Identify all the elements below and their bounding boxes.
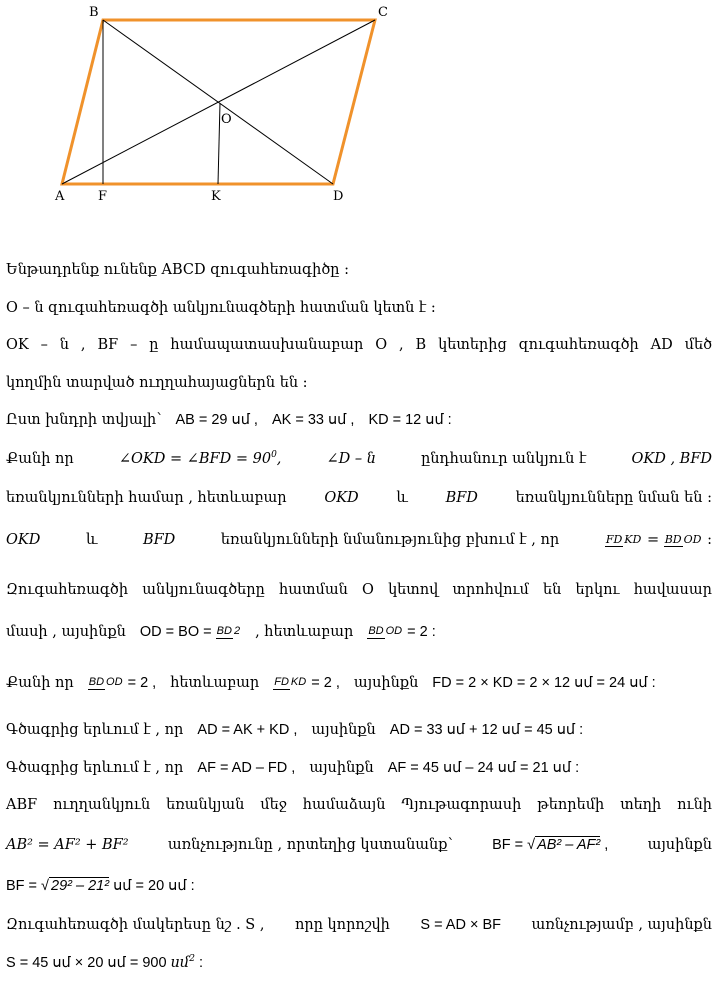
point-label-o: O bbox=[221, 112, 232, 127]
sentence: այսինքն bbox=[353, 675, 419, 691]
denominator: OD bbox=[106, 676, 123, 689]
result: սմ = 20 սմ : bbox=[113, 878, 195, 894]
bd-od-ratio bbox=[367, 624, 435, 640]
ratio-equation bbox=[605, 532, 712, 548]
sentence: եռանկյունների համար , հետևաբար bbox=[6, 490, 287, 506]
sqrt-prefix: BF = √ bbox=[492, 837, 536, 853]
sentence: Ենթադրենք ունենք ABCD զուգահեռագիծը : bbox=[6, 262, 349, 278]
expr: S = 45 սմ × 20 սմ = 900 bbox=[6, 954, 167, 971]
bd-od-ratio bbox=[88, 675, 156, 691]
numerator: BD bbox=[368, 625, 384, 638]
angle-equation bbox=[119, 450, 282, 467]
text-line-11 bbox=[6, 675, 712, 691]
numerator: BD bbox=[88, 676, 105, 689]
angle-d: ∠D – ն bbox=[326, 450, 376, 467]
unit-exponent: 2 bbox=[189, 954, 195, 964]
colon: : bbox=[199, 954, 204, 971]
sentence: Քանի որ bbox=[6, 675, 74, 691]
colon: : bbox=[707, 532, 712, 548]
sentence: մասի , այսինքն bbox=[6, 624, 126, 640]
sentence: այսինքն bbox=[309, 760, 374, 776]
sentence: եռանկյունների նմանությունից բխում է , որ bbox=[220, 532, 560, 548]
fraction-bd-od bbox=[88, 676, 124, 690]
text-line-14 bbox=[6, 797, 712, 813]
sentence: Քանի որ bbox=[6, 450, 74, 467]
fraction-bd-od bbox=[367, 625, 403, 639]
text-line-4 bbox=[6, 375, 712, 391]
given-ab: AB = 29 սմ , bbox=[175, 412, 258, 428]
denominator: KD bbox=[290, 676, 307, 689]
text-line-18 bbox=[6, 954, 712, 971]
conjunction: և bbox=[85, 532, 98, 548]
triangle-bfd: BFD bbox=[445, 490, 478, 506]
expr: AD = AK + KD , bbox=[197, 722, 298, 738]
af-result: AF = 45 սմ – 24 սմ = 21 սմ : bbox=[387, 760, 580, 776]
point-label-k: K bbox=[211, 189, 221, 204]
sentence: Գծագրից երևում է , որ bbox=[6, 722, 184, 738]
sentence: առնչությամբ , այսինքն bbox=[531, 917, 712, 933]
triangles: OKD , BFD bbox=[631, 450, 712, 467]
text-line-3 bbox=[6, 337, 712, 353]
text-line-5 bbox=[6, 412, 712, 428]
expr: = 2 , bbox=[127, 675, 157, 691]
fraction-fd-kd bbox=[605, 533, 643, 547]
unit: սմ bbox=[170, 954, 190, 971]
fraction-bd-od bbox=[664, 533, 703, 547]
sqrt-prefix: BF = √ bbox=[6, 878, 50, 894]
numerator: BD bbox=[216, 625, 232, 638]
perpendicular-ok bbox=[218, 103, 220, 184]
sentence: եռանկյունները նման են : bbox=[515, 490, 712, 506]
fd-kd-ratio bbox=[273, 675, 340, 691]
area-result bbox=[6, 954, 203, 971]
expr: = 2 , bbox=[311, 675, 340, 691]
text-line-6 bbox=[6, 450, 712, 467]
text-line-12 bbox=[6, 722, 712, 738]
fraction-fd-kd bbox=[273, 676, 307, 690]
fraction-bd-2 bbox=[216, 625, 241, 639]
fd-result: FD = 2 × KD = 2 × 12 սմ = 24 սմ : bbox=[432, 675, 656, 691]
text-line-9 bbox=[6, 582, 712, 598]
sentence: առնչությունը , որտեղից կստանանք՝ bbox=[167, 837, 453, 853]
text-line-15 bbox=[6, 836, 712, 853]
sentence: հետևաբար bbox=[170, 675, 260, 691]
denominator: KD bbox=[624, 533, 642, 546]
vertex-label-c: C bbox=[378, 5, 388, 20]
denominator: OD bbox=[683, 533, 702, 546]
vertex-label-a: A bbox=[55, 189, 65, 204]
sentence: , հետևաբար bbox=[255, 624, 354, 640]
sentence: ABF ուղղանկյուն եռանկյան մեջ համաձայն Պյութագորասի թեորեմի տեղի ունի bbox=[6, 797, 712, 813]
radicand: AB² – AF² bbox=[537, 837, 601, 853]
expr: AF = AD – FD , bbox=[197, 760, 296, 776]
radicand: 29² – 21² bbox=[51, 878, 110, 894]
comma: , bbox=[276, 450, 282, 467]
text-line-13 bbox=[6, 760, 712, 776]
denominator: 2 bbox=[233, 625, 241, 638]
point-label-f: F bbox=[98, 189, 108, 204]
sentence: Գծագրից երևում է , որ bbox=[6, 760, 184, 776]
text-line-2 bbox=[6, 300, 712, 316]
comma: , bbox=[604, 837, 609, 853]
bf-formula bbox=[492, 836, 608, 853]
denominator: OD bbox=[385, 625, 403, 638]
angle-expr: ∠OKD = ∠BFD = 90 bbox=[118, 450, 272, 467]
numerator: FD bbox=[274, 676, 289, 689]
triangle-okd: OKD bbox=[324, 490, 359, 506]
vertex-label-d: D bbox=[333, 189, 344, 204]
od-equals-bo bbox=[140, 624, 241, 640]
given-ak: AK = 33 սմ , bbox=[271, 412, 355, 428]
sentence: Զուգահեռագծի մակերեսը նշ . S , bbox=[6, 917, 265, 933]
sentence: ընդհանուր անկյուն է bbox=[421, 450, 587, 467]
text-line-7 bbox=[6, 490, 712, 506]
triangle-okd: OKD bbox=[6, 532, 41, 548]
sentence: կողմին տարված ուղղահայացներն են : bbox=[6, 375, 308, 391]
sentence: այսինքն bbox=[311, 722, 376, 738]
text-line-16 bbox=[6, 877, 712, 894]
degree-sup: 0 bbox=[271, 450, 277, 460]
text-line-8 bbox=[6, 532, 712, 548]
vertex-label-b: B bbox=[89, 5, 99, 20]
sentence: այսինքն bbox=[647, 837, 712, 853]
numerator: FD bbox=[605, 533, 623, 546]
bf-result bbox=[6, 877, 195, 894]
text-line-10 bbox=[6, 624, 712, 640]
triangle-bfd: BFD bbox=[142, 532, 176, 548]
area-formula: S = AD × BF bbox=[420, 917, 501, 933]
sentence: որը կորոշվի bbox=[294, 917, 390, 933]
ad-result: AD = 33 սմ + 12 սմ = 45 սմ : bbox=[389, 722, 584, 738]
sentence: Ըստ խնդրի տվյալի՝ bbox=[6, 412, 162, 428]
sentence: O – ն զուգահեռագծի անկյունագծերի հատման կետն է : bbox=[6, 300, 436, 316]
expr: OD = BO = bbox=[139, 624, 212, 640]
sentence: OK – ն , BF – ը համապատասխանաբար O , B կետերից զուգահեռագծի AD մեծ bbox=[6, 337, 712, 353]
parallelogram-figure bbox=[0, 0, 420, 210]
numerator: BD bbox=[664, 533, 682, 546]
conjunction: և bbox=[396, 490, 408, 506]
equals: = bbox=[646, 532, 660, 548]
pythagoras-formula: AB² = AF² + BF² bbox=[6, 837, 129, 853]
text-line-1 bbox=[6, 262, 712, 278]
given-kd: KD = 12 սմ : bbox=[368, 412, 452, 428]
expr: = 2 : bbox=[407, 624, 436, 640]
text-line-17 bbox=[6, 917, 712, 933]
sentence: Զուգահեռագծի անկյունագծերը հատման O կետով տրոհվում են երկու հավասար bbox=[6, 582, 712, 598]
